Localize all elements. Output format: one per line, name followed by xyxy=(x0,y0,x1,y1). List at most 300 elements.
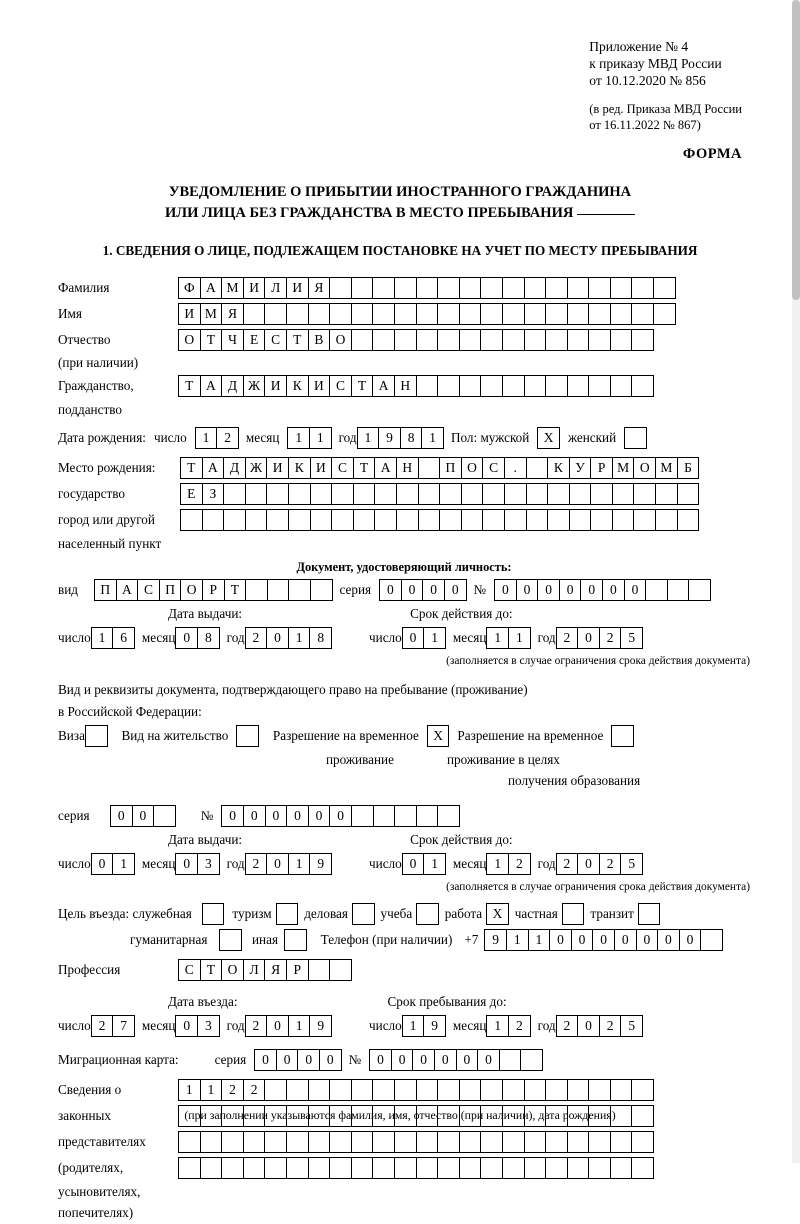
purpose-humanitarian-checkbox[interactable] xyxy=(219,929,242,951)
input-cell[interactable] xyxy=(310,483,333,505)
input-cell[interactable]: И xyxy=(178,303,201,325)
permit-issue-day-boxes[interactable] xyxy=(91,853,134,875)
input-cell[interactable]: Т xyxy=(180,457,203,479)
input-cell[interactable]: П xyxy=(159,579,182,601)
input-cell[interactable] xyxy=(266,509,289,531)
input-cell[interactable] xyxy=(264,303,287,325)
input-cell[interactable] xyxy=(374,483,397,505)
issue-month-boxes[interactable] xyxy=(175,627,218,649)
purpose-business-checkbox[interactable] xyxy=(352,903,375,925)
input-cell[interactable] xyxy=(502,1079,525,1101)
input-cell[interactable]: 2 xyxy=(245,853,268,875)
input-cell[interactable] xyxy=(588,1079,611,1101)
input-cell[interactable] xyxy=(547,509,570,531)
input-cell[interactable]: 2 xyxy=(556,853,579,875)
input-cell[interactable]: Р xyxy=(202,579,225,601)
input-cell[interactable]: 0 xyxy=(434,1049,457,1071)
input-cell[interactable]: Л xyxy=(243,959,266,981)
input-cell[interactable] xyxy=(461,483,484,505)
input-cell[interactable]: И xyxy=(264,375,287,397)
input-cell[interactable] xyxy=(545,1157,568,1179)
input-cell[interactable]: 2 xyxy=(599,853,622,875)
birthplace-row-2-boxes[interactable] xyxy=(180,483,698,505)
input-cell[interactable] xyxy=(396,483,419,505)
input-cell[interactable] xyxy=(459,303,482,325)
input-cell[interactable] xyxy=(394,1079,417,1101)
input-cell[interactable] xyxy=(418,457,441,479)
input-cell[interactable]: 5 xyxy=(620,853,643,875)
scrollbar[interactable] xyxy=(792,0,800,1163)
input-cell[interactable]: Н xyxy=(396,457,419,479)
input-cell[interactable] xyxy=(610,1131,633,1153)
citizenship-boxes[interactable] xyxy=(178,375,653,397)
input-cell[interactable]: Р xyxy=(286,959,309,981)
input-cell[interactable]: 1 xyxy=(421,427,444,449)
input-cell[interactable] xyxy=(223,509,246,531)
input-cell[interactable] xyxy=(524,1079,547,1101)
purpose-transit-checkbox[interactable] xyxy=(638,903,661,925)
input-cell[interactable]: 1 xyxy=(112,853,135,875)
input-cell[interactable] xyxy=(631,375,654,397)
profession-boxes[interactable] xyxy=(178,959,351,981)
input-cell[interactable]: О xyxy=(329,329,352,351)
input-cell[interactable]: 0 xyxy=(175,627,198,649)
purpose-service-checkbox[interactable] xyxy=(202,903,225,925)
input-cell[interactable]: 0 xyxy=(329,805,352,827)
input-cell[interactable] xyxy=(439,483,462,505)
input-cell[interactable] xyxy=(655,483,678,505)
input-cell[interactable]: О xyxy=(221,959,244,981)
input-cell[interactable]: Т xyxy=(353,457,376,479)
input-cell[interactable] xyxy=(329,1131,352,1153)
input-cell[interactable] xyxy=(288,579,311,601)
input-cell[interactable]: 3 xyxy=(197,853,220,875)
input-cell[interactable] xyxy=(480,375,503,397)
input-cell[interactable]: А xyxy=(372,375,395,397)
input-cell[interactable] xyxy=(526,509,549,531)
input-cell[interactable]: 0 xyxy=(391,1049,414,1071)
permit-issue-year-boxes[interactable] xyxy=(245,853,331,875)
input-cell[interactable]: Ф xyxy=(178,277,201,299)
input-cell[interactable] xyxy=(502,277,525,299)
input-cell[interactable]: 0 xyxy=(266,853,289,875)
input-cell[interactable]: З xyxy=(202,483,225,505)
input-cell[interactable] xyxy=(567,1131,590,1153)
input-cell[interactable]: С xyxy=(331,457,354,479)
entry-month-boxes[interactable] xyxy=(175,1015,218,1037)
migration-series-boxes[interactable] xyxy=(254,1049,340,1071)
valid-year-boxes[interactable] xyxy=(556,627,642,649)
input-cell[interactable] xyxy=(461,509,484,531)
input-cell[interactable] xyxy=(459,1131,482,1153)
input-cell[interactable] xyxy=(610,329,633,351)
input-cell[interactable]: 0 xyxy=(369,1049,392,1071)
input-cell[interactable]: 0 xyxy=(91,853,114,875)
input-cell[interactable] xyxy=(245,509,268,531)
input-cell[interactable] xyxy=(264,1157,287,1179)
birth-day-boxes[interactable] xyxy=(195,427,238,449)
input-cell[interactable]: О xyxy=(180,579,203,601)
input-cell[interactable] xyxy=(286,1157,309,1179)
input-cell[interactable] xyxy=(329,959,352,981)
input-cell[interactable]: . xyxy=(504,457,527,479)
input-cell[interactable] xyxy=(437,1157,460,1179)
input-cell[interactable] xyxy=(610,375,633,397)
input-cell[interactable] xyxy=(266,483,289,505)
input-cell[interactable]: 0 xyxy=(175,853,198,875)
input-cell[interactable]: Р xyxy=(590,457,613,479)
birth-year-boxes[interactable] xyxy=(357,427,443,449)
input-cell[interactable]: 0 xyxy=(477,1049,500,1071)
input-cell[interactable] xyxy=(545,329,568,351)
input-cell[interactable]: 0 xyxy=(549,929,572,951)
input-cell[interactable] xyxy=(353,483,376,505)
input-cell[interactable] xyxy=(329,1079,352,1101)
input-cell[interactable] xyxy=(502,375,525,397)
input-cell[interactable]: 0 xyxy=(132,805,155,827)
input-cell[interactable] xyxy=(631,329,654,351)
document-number-boxes[interactable] xyxy=(494,579,710,601)
input-cell[interactable]: 1 xyxy=(288,1015,311,1037)
input-cell[interactable] xyxy=(688,579,711,601)
input-cell[interactable] xyxy=(610,277,633,299)
input-cell[interactable]: 1 xyxy=(309,427,332,449)
input-cell[interactable] xyxy=(480,1131,503,1153)
input-cell[interactable]: М xyxy=(655,457,678,479)
entry-day-boxes[interactable] xyxy=(91,1015,134,1037)
input-cell[interactable] xyxy=(482,483,505,505)
input-cell[interactable] xyxy=(267,579,290,601)
input-cell[interactable] xyxy=(308,1157,331,1179)
input-cell[interactable]: 2 xyxy=(245,627,268,649)
input-cell[interactable]: 7 xyxy=(112,1015,135,1037)
input-cell[interactable] xyxy=(588,375,611,397)
input-cell[interactable]: 9 xyxy=(309,1015,332,1037)
input-cell[interactable] xyxy=(588,277,611,299)
input-cell[interactable]: 0 xyxy=(679,929,702,951)
input-cell[interactable] xyxy=(700,929,723,951)
document-type-boxes[interactable] xyxy=(94,579,332,601)
residence-permit-checkbox[interactable] xyxy=(236,725,259,747)
input-cell[interactable]: 0 xyxy=(402,853,425,875)
input-cell[interactable]: О xyxy=(633,457,656,479)
input-cell[interactable]: 3 xyxy=(197,1015,220,1037)
input-cell[interactable]: 2 xyxy=(245,1015,268,1037)
input-cell[interactable]: 0 xyxy=(614,929,637,951)
input-cell[interactable] xyxy=(631,1131,654,1153)
input-cell[interactable] xyxy=(459,1157,482,1179)
input-cell[interactable] xyxy=(590,509,613,531)
input-cell[interactable]: 1 xyxy=(402,1015,425,1037)
input-cell[interactable] xyxy=(524,329,547,351)
input-cell[interactable] xyxy=(351,277,374,299)
input-cell[interactable]: Ж xyxy=(245,457,268,479)
permit-issue-month-boxes[interactable] xyxy=(175,853,218,875)
input-cell[interactable]: 0 xyxy=(559,579,582,601)
input-cell[interactable]: Я xyxy=(308,277,331,299)
input-cell[interactable]: 0 xyxy=(624,579,647,601)
input-cell[interactable] xyxy=(416,805,439,827)
input-cell[interactable]: 1 xyxy=(195,427,218,449)
input-cell[interactable]: 1 xyxy=(288,627,311,649)
input-cell[interactable] xyxy=(588,329,611,351)
input-cell[interactable] xyxy=(482,509,505,531)
input-cell[interactable] xyxy=(372,329,395,351)
input-cell[interactable]: Ч xyxy=(221,329,244,351)
input-cell[interactable]: 0 xyxy=(401,579,424,601)
input-cell[interactable] xyxy=(480,1079,503,1101)
input-cell[interactable]: Т xyxy=(200,959,223,981)
input-cell[interactable] xyxy=(202,509,225,531)
purpose-study-checkbox[interactable] xyxy=(416,903,439,925)
input-cell[interactable]: 1 xyxy=(200,1079,223,1101)
input-cell[interactable] xyxy=(331,509,354,531)
input-cell[interactable] xyxy=(526,483,549,505)
input-cell[interactable] xyxy=(396,509,419,531)
input-cell[interactable] xyxy=(264,1079,287,1101)
input-cell[interactable]: 5 xyxy=(620,627,643,649)
input-cell[interactable]: 1 xyxy=(506,929,529,951)
input-cell[interactable] xyxy=(264,1131,287,1153)
patronymic-boxes[interactable] xyxy=(178,329,653,351)
input-cell[interactable]: 9 xyxy=(484,929,507,951)
input-cell[interactable]: 2 xyxy=(243,1079,266,1101)
visa-checkbox[interactable] xyxy=(85,725,108,747)
input-cell[interactable] xyxy=(243,1131,266,1153)
permit-valid-year-boxes[interactable] xyxy=(556,853,642,875)
input-cell[interactable]: П xyxy=(94,579,117,601)
input-cell[interactable]: 0 xyxy=(266,627,289,649)
input-cell[interactable]: Е xyxy=(180,483,203,505)
input-cell[interactable]: 2 xyxy=(599,1015,622,1037)
input-cell[interactable] xyxy=(288,483,311,505)
permit-series-boxes[interactable] xyxy=(110,805,175,827)
input-cell[interactable] xyxy=(418,509,441,531)
input-cell[interactable] xyxy=(329,303,352,325)
input-cell[interactable] xyxy=(653,303,676,325)
input-cell[interactable]: 0 xyxy=(592,929,615,951)
input-cell[interactable]: Ж xyxy=(243,375,266,397)
input-cell[interactable]: 2 xyxy=(216,427,239,449)
input-cell[interactable]: И xyxy=(243,277,266,299)
input-cell[interactable] xyxy=(351,1079,374,1101)
input-cell[interactable]: 0 xyxy=(636,929,659,951)
input-cell[interactable]: 0 xyxy=(571,929,594,951)
input-cell[interactable]: 1 xyxy=(423,853,446,875)
input-cell[interactable]: 1 xyxy=(486,853,509,875)
input-cell[interactable] xyxy=(394,1157,417,1179)
input-cell[interactable] xyxy=(288,509,311,531)
input-cell[interactable] xyxy=(374,509,397,531)
input-cell[interactable]: М xyxy=(221,277,244,299)
input-cell[interactable]: 0 xyxy=(265,805,288,827)
temp-residence-checkbox[interactable]: X xyxy=(427,725,450,747)
input-cell[interactable] xyxy=(504,509,527,531)
input-cell[interactable] xyxy=(610,1157,633,1179)
input-cell[interactable] xyxy=(394,303,417,325)
edu-residence-checkbox[interactable] xyxy=(611,725,634,747)
input-cell[interactable]: 0 xyxy=(297,1049,320,1071)
input-cell[interactable]: 0 xyxy=(402,627,425,649)
input-cell[interactable]: А xyxy=(116,579,139,601)
input-cell[interactable] xyxy=(502,1131,525,1153)
input-cell[interactable] xyxy=(545,1131,568,1153)
input-cell[interactable] xyxy=(416,277,439,299)
input-cell[interactable]: И xyxy=(308,375,331,397)
input-cell[interactable] xyxy=(310,579,333,601)
input-cell[interactable] xyxy=(459,1079,482,1101)
sex-male-checkbox[interactable]: X xyxy=(537,427,560,449)
permit-number-boxes[interactable] xyxy=(221,805,459,827)
input-cell[interactable] xyxy=(567,375,590,397)
scrollbar-thumb[interactable] xyxy=(792,0,800,300)
input-cell[interactable] xyxy=(308,959,331,981)
input-cell[interactable]: 1 xyxy=(91,627,114,649)
issue-day-boxes[interactable] xyxy=(91,627,134,649)
input-cell[interactable] xyxy=(504,483,527,505)
input-cell[interactable] xyxy=(545,277,568,299)
input-cell[interactable] xyxy=(633,483,656,505)
input-cell[interactable] xyxy=(286,303,309,325)
input-cell[interactable] xyxy=(631,1157,654,1179)
input-cell[interactable]: С xyxy=(264,329,287,351)
input-cell[interactable]: 0 xyxy=(175,1015,198,1037)
input-cell[interactable] xyxy=(567,277,590,299)
input-cell[interactable]: 1 xyxy=(288,853,311,875)
input-cell[interactable] xyxy=(655,509,678,531)
sex-female-checkbox[interactable] xyxy=(624,427,647,449)
birthplace-row-3-boxes[interactable] xyxy=(180,509,698,531)
input-cell[interactable]: В xyxy=(308,329,331,351)
input-cell[interactable] xyxy=(437,375,460,397)
input-cell[interactable] xyxy=(524,1157,547,1179)
purpose-tourism-checkbox[interactable] xyxy=(276,903,299,925)
input-cell[interactable] xyxy=(545,303,568,325)
input-cell[interactable] xyxy=(439,509,462,531)
input-cell[interactable]: М xyxy=(200,303,223,325)
input-cell[interactable]: 0 xyxy=(221,805,244,827)
name-boxes[interactable] xyxy=(178,303,675,325)
input-cell[interactable] xyxy=(153,805,176,827)
input-cell[interactable]: 9 xyxy=(378,427,401,449)
input-cell[interactable]: 0 xyxy=(308,805,331,827)
input-cell[interactable]: 2 xyxy=(508,1015,531,1037)
purpose-private-checkbox[interactable] xyxy=(562,903,585,925)
input-cell[interactable] xyxy=(416,1131,439,1153)
input-cell[interactable]: Д xyxy=(223,457,246,479)
input-cell[interactable]: 5 xyxy=(620,1015,643,1037)
input-cell[interactable] xyxy=(588,1131,611,1153)
input-cell[interactable] xyxy=(499,1049,522,1071)
input-cell[interactable] xyxy=(502,329,525,351)
input-cell[interactable] xyxy=(394,1131,417,1153)
input-cell[interactable]: Т xyxy=(178,375,201,397)
input-cell[interactable] xyxy=(243,303,266,325)
input-cell[interactable] xyxy=(243,1157,266,1179)
input-cell[interactable] xyxy=(372,1157,395,1179)
input-cell[interactable] xyxy=(372,1079,395,1101)
input-cell[interactable]: Я xyxy=(264,959,287,981)
legal-rep-boxes-4[interactable] xyxy=(178,1157,653,1179)
input-cell[interactable]: 0 xyxy=(577,853,600,875)
input-cell[interactable]: Б xyxy=(677,457,700,479)
input-cell[interactable] xyxy=(178,1131,201,1153)
input-cell[interactable]: 9 xyxy=(309,853,332,875)
input-cell[interactable] xyxy=(437,1131,460,1153)
input-cell[interactable]: Т xyxy=(200,329,223,351)
input-cell[interactable] xyxy=(653,277,676,299)
input-cell[interactable] xyxy=(480,303,503,325)
input-cell[interactable]: Я xyxy=(221,303,244,325)
input-cell[interactable] xyxy=(459,277,482,299)
input-cell[interactable]: 8 xyxy=(197,627,220,649)
input-cell[interactable]: 1 xyxy=(486,1015,509,1037)
input-cell[interactable]: 1 xyxy=(178,1079,201,1101)
input-cell[interactable] xyxy=(221,1157,244,1179)
input-cell[interactable]: 0 xyxy=(412,1049,435,1071)
input-cell[interactable] xyxy=(416,329,439,351)
input-cell[interactable] xyxy=(545,375,568,397)
input-cell[interactable] xyxy=(223,483,246,505)
input-cell[interactable]: К xyxy=(547,457,570,479)
input-cell[interactable] xyxy=(178,1157,201,1179)
input-cell[interactable]: П xyxy=(439,457,462,479)
input-cell[interactable] xyxy=(459,375,482,397)
input-cell[interactable] xyxy=(633,509,656,531)
input-cell[interactable]: А xyxy=(202,457,225,479)
input-cell[interactable] xyxy=(308,1079,331,1101)
input-cell[interactable] xyxy=(351,1131,374,1153)
purpose-other-checkbox[interactable] xyxy=(284,929,307,951)
input-cell[interactable] xyxy=(590,483,613,505)
input-cell[interactable]: О xyxy=(178,329,201,351)
input-cell[interactable] xyxy=(677,509,700,531)
input-cell[interactable]: 0 xyxy=(602,579,625,601)
input-cell[interactable] xyxy=(416,303,439,325)
input-cell[interactable] xyxy=(394,329,417,351)
migration-number-boxes[interactable] xyxy=(369,1049,542,1071)
input-cell[interactable]: Л xyxy=(264,277,287,299)
input-cell[interactable] xyxy=(524,1131,547,1153)
input-cell[interactable]: М xyxy=(612,457,635,479)
input-cell[interactable] xyxy=(667,579,690,601)
input-cell[interactable] xyxy=(588,303,611,325)
input-cell[interactable]: Е xyxy=(243,329,266,351)
input-cell[interactable] xyxy=(547,483,570,505)
entry-year-boxes[interactable] xyxy=(245,1015,331,1037)
birthplace-row-1-boxes[interactable] xyxy=(180,457,698,479)
input-cell[interactable]: 2 xyxy=(508,853,531,875)
input-cell[interactable]: С xyxy=(482,457,505,479)
document-series-boxes[interactable] xyxy=(379,579,465,601)
input-cell[interactable] xyxy=(480,329,503,351)
input-cell[interactable] xyxy=(437,1079,460,1101)
input-cell[interactable]: 1 xyxy=(357,427,380,449)
input-cell[interactable]: С xyxy=(329,375,352,397)
input-cell[interactable] xyxy=(416,375,439,397)
input-cell[interactable]: Т xyxy=(351,375,374,397)
input-cell[interactable] xyxy=(677,483,700,505)
input-cell[interactable] xyxy=(329,1157,352,1179)
input-cell[interactable]: И xyxy=(266,457,289,479)
input-cell[interactable] xyxy=(610,303,633,325)
input-cell[interactable]: Н xyxy=(394,375,417,397)
input-cell[interactable] xyxy=(394,277,417,299)
input-cell[interactable]: 0 xyxy=(537,579,560,601)
input-cell[interactable]: 1 xyxy=(508,627,531,649)
input-cell[interactable] xyxy=(351,1157,374,1179)
phone-boxes[interactable] xyxy=(484,929,722,951)
